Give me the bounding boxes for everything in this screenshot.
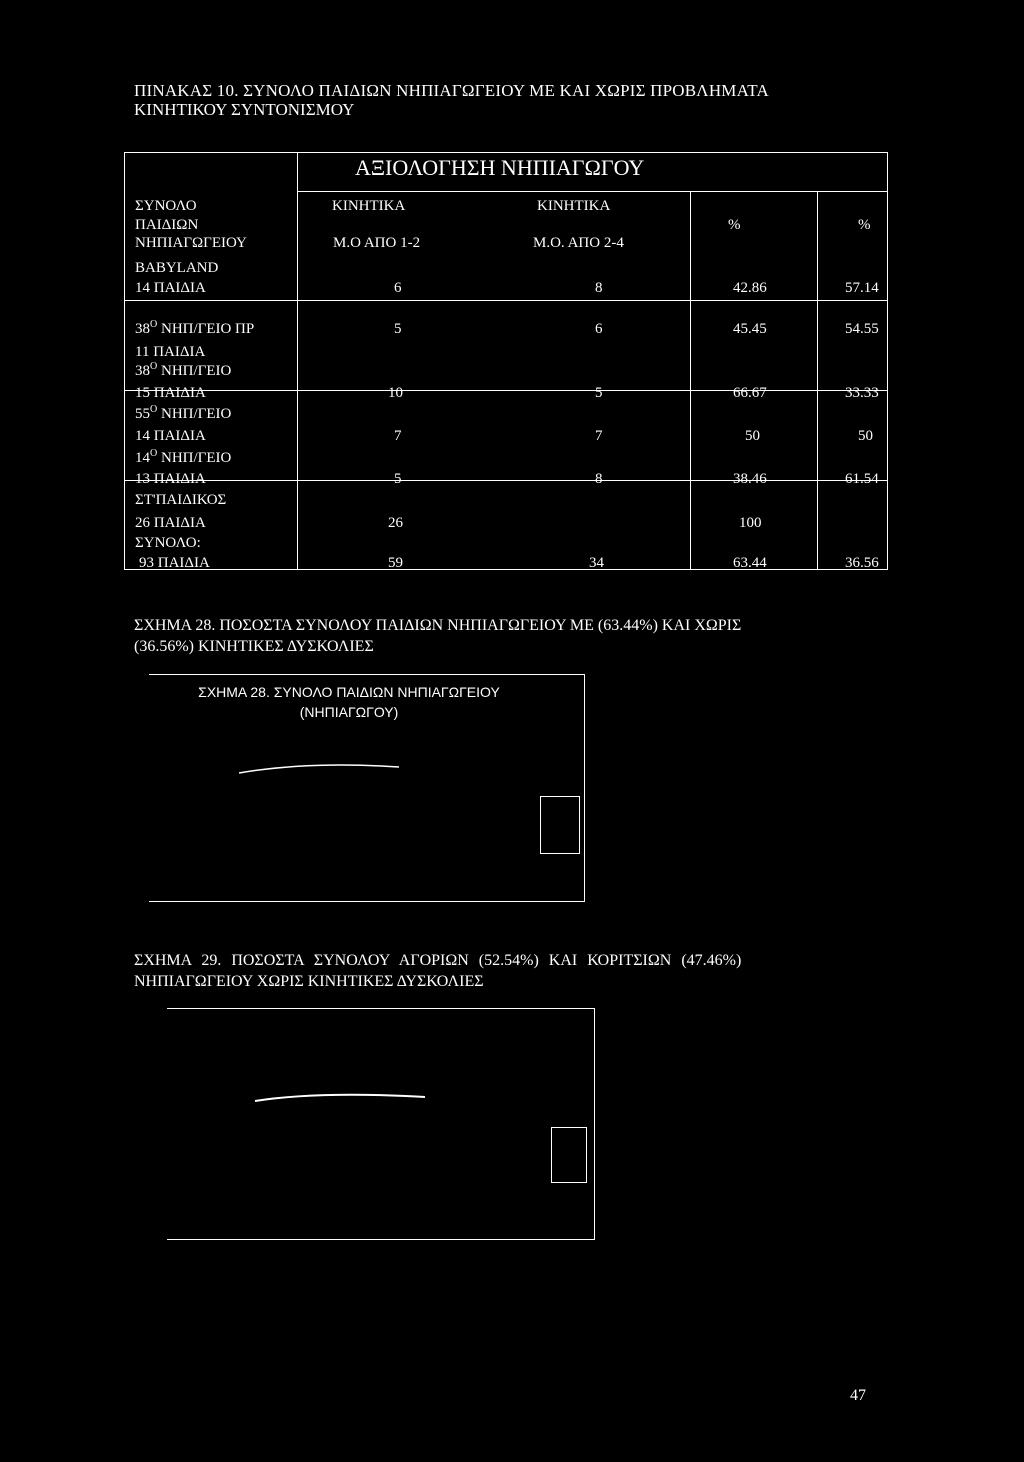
cell-value: 42.86 [733,280,767,296]
fig28-caption-line2: (36.56%) ΚΙΝΗΤΙΚΕΣ ΔΥΣΚΟΛΙΕΣ [134,638,374,655]
fig29-caption-line1: ΣΧΗΜΑ 29. ΠΟΣΟΣΤΑ ΣΥΝΟΛΟΥ ΑΓΟΡΙΩΝ (52.54%) ΚΑΙ ΚΟΡΙΤΣΙΩΝ (47.46%) [134,952,742,969]
cell-value: 100 [739,515,762,531]
cell-value: 6 [394,280,402,296]
cell-value: 5 [394,471,402,487]
cell-value: 6 [595,321,603,337]
cell-value: 36.56 [845,555,879,571]
cell-value: 50 [745,428,760,444]
cell-value: 54.55 [845,321,879,337]
fig28-caption-line1: ΣΧΗΜΑ 28. ΠΟΣΟΣΤΑ ΣΥΝΟΛΟΥ ΠΑΙΔΙΩΝ ΝΗΠΙΑΓΩΓΕΙΟΥ ΜΕ (63.44%) ΚΑΙ ΧΩΡΙΣ [134,617,742,634]
row-label-l1: $55^O$ ΝΗΠ/ΓΕΙΟ [135,404,232,422]
fig28-pie-edge [229,755,409,775]
cell-value: 5 [394,321,402,337]
cell-value: 61.54 [845,471,879,487]
row-label-l1: BABYLAND [135,260,219,276]
row-label-l1: $14^O$ ΝΗΠ/ΓΕΙΟ [135,448,232,466]
table-title-line1: ΠΙΝΑΚΑΣ 10. ΣΥΝΟΛΟ ΠΑΙΔΙΩΝ ΝΗΠΙΑΓΩΓΕΙΟΥ ΜΕ ΚΑΙ ΧΩΡΙΣ ΠΡΟΒΛΗΜΑΤΑ [134,81,769,100]
cell-value: 59 [388,555,403,571]
row-label-l2: 15 ΠΑΙΔΙΑ [135,385,206,401]
cell-value: 34 [589,555,604,571]
row-label-l2: 14 ΠΑΙΔΙΑ [135,428,206,444]
cell-value: 10 [388,385,403,401]
col0-header-l1: ΣΥΝΟΛΟ [135,198,197,214]
row-label-l2: 13 ΠΑΙΔΙΑ [135,471,206,487]
col3-header: % [728,217,741,233]
fig28-chart-frame [149,674,585,902]
fig29-pie-edge [249,1087,429,1107]
col4-header: % [858,217,871,233]
cell-value: 38.46 [733,471,767,487]
page-number: 47 [850,1387,866,1404]
fig29-legend-box [551,1127,587,1183]
col2-header-l1: ΚΙΝΗΤΙΚΑ [537,198,611,214]
cell-value: 33.33 [845,385,879,401]
main-header: ΑΞΙΟΛΟΓΗΣΗ ΝΗΠΙΑΓΩΓΟΥ [355,155,645,180]
table-title-line2: ΚΙΝΗΤΙΚΟΥ ΣΥΝΤΟΝΙΣΜΟΥ [134,100,355,119]
col2-header-l2: Μ.Ο. ΑΠΟ 2-4 [533,235,624,251]
data-table [124,152,888,570]
cell-value: 8 [595,280,603,296]
row-label-l2: 11 ΠΑΙΔΙΑ [135,344,206,360]
cell-value: 63.44 [733,555,767,571]
column-divider [690,191,691,569]
cell-value: 45.45 [733,321,767,337]
fig29-caption-line2: ΝΗΠΙΑΓΩΓΕΙΟΥ ΧΩΡΙΣ ΚΙΝΗΤΙΚΕΣ ΔΥΣΚΟΛΙΕΣ [134,973,484,990]
header-divider [297,191,887,192]
cell-value: 66.67 [733,385,767,401]
cell-value: 7 [595,428,603,444]
fig28-legend-box [540,796,580,854]
column-divider [817,191,818,569]
fig28-chart-title-l2: (ΝΗΠΙΑΓΩΓΟΥ) [299,704,399,720]
row-label-l1: $38^O$ ΝΗΠ/ΓΕΙΟ ΠΡ [135,319,255,337]
col1-header-l1: ΚΙΝΗΤΙΚΑ [332,198,406,214]
row-label-l1: ΣΤ'ΠΑΙΔΙΚΟΣ [135,492,227,508]
row-divider [125,390,887,391]
cell-value: 8 [595,471,603,487]
column-divider [297,153,298,569]
row-label-l2: 26 ΠΑΙΔΙΑ [135,515,206,531]
row-label-l2: 93 ΠΑΙΔΙΑ [139,555,210,571]
row-label-l1: $38^O$ ΝΗΠ/ΓΕΙΟ [135,361,232,379]
col0-header-l3: ΝΗΠΙΑΓΩΓΕΙΟΥ [135,235,247,251]
cell-value: 50 [858,428,873,444]
col1-header-l2: Μ.Ο ΑΠΟ 1-2 [333,235,421,251]
cell-value: 5 [595,385,603,401]
row-divider [125,300,887,301]
col0-header-l2: ΠΑΙΔΙΩΝ [135,217,199,233]
cell-value: 7 [394,428,402,444]
row-label-l1: ΣΥΝΟΛΟ: [135,535,201,551]
fig28-chart-title-l1: ΣΧΗΜΑ 28. ΣΥΝΟΛΟ ΠΑΙΔΙΩΝ ΝΗΠΙΑΓΩΓΕΙΟΥ [198,684,500,700]
cell-value: 57.14 [845,280,879,296]
fig29-chart-frame [167,1008,595,1240]
cell-value: 26 [388,515,403,531]
row-divider [125,480,887,481]
row-label-l2: 14 ΠΑΙΔΙΑ [135,280,206,296]
